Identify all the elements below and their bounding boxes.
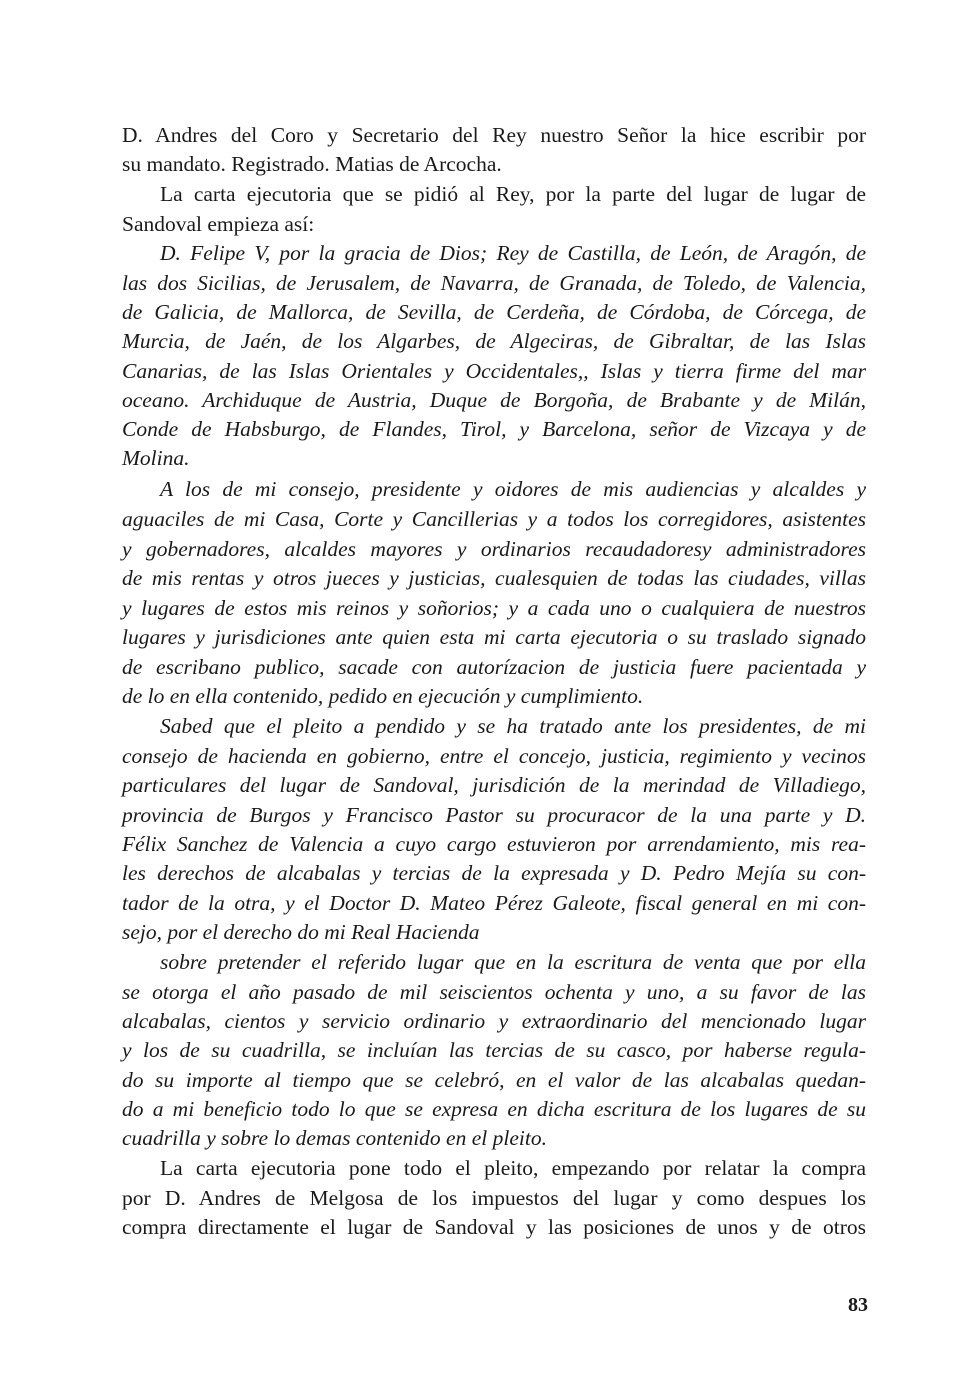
- text-line: do a mi beneficio todo lo que se expresa en dicha escritura de los lugares de su: [122, 1097, 866, 1121]
- text-line: La carta ejecutoria que se pidió al Rey, por la parte del lugar de lugar de: [160, 182, 866, 206]
- text-line: cuadrilla y sobre lo demas contenido en el pleito.: [122, 1126, 547, 1150]
- text-line: de lo en ella contenido, pedido en ejecución y cumplimiento.: [122, 684, 644, 708]
- text-line: particulares del lugar de Sandoval, jurisdición de la merindad de Villadiego,: [122, 773, 866, 797]
- text-line: sobre pretender el referido lugar que en la escritura de venta que por ella: [160, 950, 866, 974]
- text-line: A los de mi consejo, presidente y oidores de mis audiencias y alcaldes y: [160, 477, 866, 501]
- text-line: La carta ejecutoria pone todo el pleito, empezando por relatar la compra: [160, 1156, 866, 1180]
- text-line: consejo de hacienda en gobierno, entre el concejo, justicia, regimiento y vecinos: [122, 744, 866, 768]
- text-line: les derechos de alcabalas y tercias de la expresada y D. Pedro Mejía su con-: [122, 861, 866, 885]
- page-number: 83: [848, 1294, 868, 1316]
- text-line: do su importe al tiempo que se celebró, en el valor de las alcabalas quedan-: [122, 1068, 866, 1092]
- text-line: alcabalas, cientos y servicio ordinario y extraordinario del mencionado lugar: [122, 1009, 866, 1033]
- text-line: D. Felipe V, por la gracia de Dios; Rey de Castilla, de León, de Aragón, de: [160, 241, 866, 265]
- text-line: aguaciles de mi Casa, Corte y Cancillerias y a todos los corregidores, asistentes: [122, 507, 866, 531]
- text-line: de escribano publico, sacade con autorízacion de justicia fuere pacientada y: [122, 655, 866, 679]
- text-line: y los de su cuadrilla, se incluían las tercias de su casco, por haberse regula-: [122, 1038, 866, 1062]
- text-line: por D. Andres de Melgosa de los impuestos del lugar y como despues los: [122, 1186, 866, 1210]
- text-line: Canarias, de las Islas Orientales y Occidentales,, Islas y tierra firme del mar: [122, 359, 866, 383]
- text-line: provincia de Burgos y Francisco Pastor su procuracor de la una parte y D.: [122, 803, 866, 827]
- text-line: su mandato. Registrado. Matias de Arcocha.: [122, 152, 502, 176]
- text-line: de mis rentas y otros jueces y justicias, cualesquien de todas las ciudades, villas: [122, 566, 866, 590]
- text-line: Conde de Habsburgo, de Flandes, Tirol, y Barcelona, señor de Vizcaya y de: [122, 417, 866, 441]
- text-line: y gobernadores, alcaldes mayores y ordinarios recaudadoresy administradores: [122, 537, 866, 561]
- text-line: Murcia, de Jaén, de los Algarbes, de Algeciras, de Gibraltar, de las Islas: [122, 329, 866, 353]
- text-line: oceano. Archiduque de Austria, Duque de Borgoña, de Brabante y de Milán,: [122, 388, 866, 412]
- text-line: Félix Sanchez de Valencia a cuyo cargo estuvieron por arrendamiento, mis rea-: [122, 832, 866, 856]
- text-line: D. Andres del Coro y Secretario del Rey nuestro Señor la hice escribir por: [122, 123, 866, 147]
- text-line: y lugares de estos mis reinos y soñorios; y a cada uno o cualquiera de nuestros: [122, 596, 866, 620]
- text-line: Sabed que el pleito a pendido y se ha tratado ante los presidentes, de mi: [160, 714, 866, 738]
- text-line: tador de la otra, y el Doctor D. Mateo Pérez Galeote, fiscal general en mi con-: [122, 891, 866, 915]
- text-line: las dos Sicilias, de Jerusalem, de Navarra, de Granada, de Toledo, de Valencia,: [122, 271, 866, 295]
- text-line: sejo, por el derecho do mi Real Hacienda: [122, 920, 480, 944]
- text-line: compra directamente el lugar de Sandoval y las posiciones de unos y de otros: [122, 1215, 866, 1239]
- text-line: de Galicia, de Mallorca, de Sevilla, de Cerdeña, de Córdoba, de Córcega, de: [122, 300, 866, 324]
- text-line: lugares y jurisdiciones ante quien esta mi carta ejecutoria o su traslado signado: [122, 625, 866, 649]
- text-line: Sandoval empieza así:: [122, 212, 315, 236]
- text-line: se otorga el año pasado de mil seiscientos ochenta y uno, a su favor de las: [122, 980, 866, 1004]
- text-line: Molina.: [122, 446, 190, 470]
